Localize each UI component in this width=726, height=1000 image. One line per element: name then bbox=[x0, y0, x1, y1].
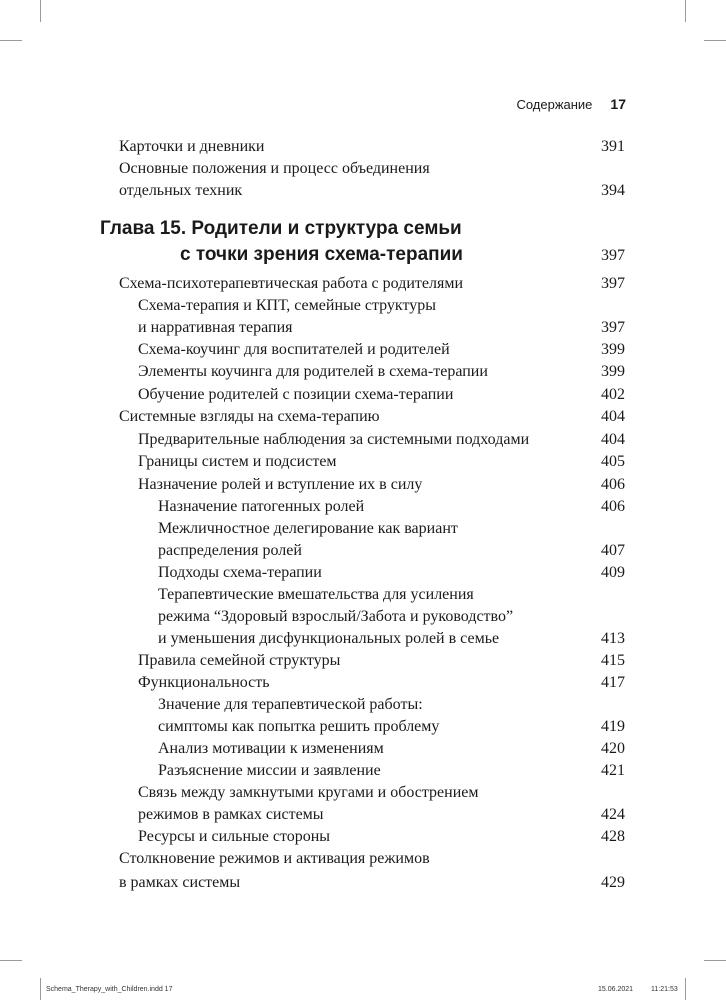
crop-mark bbox=[40, 0, 41, 22]
toc-entry bbox=[0, 872, 726, 894]
toc-entry bbox=[0, 451, 726, 473]
crop-mark bbox=[0, 960, 22, 961]
crop-mark bbox=[704, 960, 726, 961]
chapter-title-line-2: с точки зрения схема-терапии bbox=[180, 244, 463, 265]
toc-entry-text: отдельных техник bbox=[119, 182, 243, 199]
toc-entry-text: Обучение родителей с позиции схема-терапии bbox=[138, 386, 454, 403]
toc-entry-page: 428 bbox=[601, 828, 625, 845]
toc-entry-text: Основные положения и процесс объединения bbox=[119, 160, 430, 177]
toc-entry-text: Схема-психотерапевтическая работа с родителями bbox=[119, 275, 464, 292]
crop-mark bbox=[0, 40, 22, 41]
toc-entry-page: 394 bbox=[601, 182, 625, 199]
toc-entry-page: 407 bbox=[601, 542, 625, 559]
chapter-page: 397 bbox=[601, 247, 625, 264]
toc-entry-text: симптомы как попытка решить проблему bbox=[158, 718, 440, 735]
toc-entry bbox=[0, 650, 726, 672]
toc-entry-text: Правила семейной структуры bbox=[138, 652, 341, 669]
toc-entry-text: распределения ролей bbox=[158, 542, 302, 559]
toc-entry-text: Предварительные наблюдения за системными подходами bbox=[138, 431, 530, 448]
toc-entry bbox=[0, 738, 726, 760]
page-number: 17 bbox=[610, 96, 626, 112]
toc-entry-page: 413 bbox=[601, 630, 625, 647]
running-head-title: Содержание bbox=[516, 97, 593, 112]
toc-entry-page: 406 bbox=[601, 498, 625, 515]
toc-entry bbox=[0, 158, 726, 180]
toc-entry-page: 397 bbox=[601, 275, 625, 292]
toc-entry-page: 415 bbox=[601, 652, 625, 669]
toc-entry-text: Ресурсы и сильные стороны bbox=[138, 828, 331, 845]
toc-entry bbox=[0, 760, 726, 782]
slug-date: 15.06.2021 bbox=[598, 986, 634, 993]
toc-entry-text: Терапевтические вмешательства для усиления bbox=[158, 586, 474, 603]
toc-entry bbox=[0, 562, 726, 584]
toc-entry bbox=[0, 317, 726, 339]
toc-entry bbox=[0, 384, 726, 406]
toc-entry-text: Подходы схема-терапии bbox=[158, 564, 322, 581]
toc-entry bbox=[0, 782, 726, 804]
toc-entry-text: Функциональность bbox=[138, 674, 270, 691]
toc-entry bbox=[0, 136, 726, 158]
slug-filename: Schema_Therapy_with_Children.indd 17 bbox=[46, 986, 173, 993]
toc-entry bbox=[0, 826, 726, 848]
toc-entry bbox=[0, 606, 726, 628]
toc-entry-page: 399 bbox=[601, 363, 625, 380]
toc-entry bbox=[0, 672, 726, 694]
toc-entry-text: режима “Здоровый взрослый/Забота и руководство” bbox=[158, 608, 514, 625]
toc-entry-text: режимов в рамках системы bbox=[138, 806, 324, 823]
toc-entry-page: 391 bbox=[601, 138, 625, 155]
running-head bbox=[516, 96, 626, 112]
toc-entry-page: 402 bbox=[601, 386, 625, 403]
toc-entry-page: 417 bbox=[601, 674, 625, 691]
toc-entry bbox=[0, 361, 726, 383]
toc-entry-text: Карточки и дневники bbox=[119, 138, 265, 155]
toc-entry-text: Разъяснение миссии и заявление bbox=[158, 762, 381, 779]
toc-entry bbox=[0, 180, 726, 202]
toc-entry-page: 421 bbox=[601, 762, 625, 779]
toc-entry bbox=[0, 804, 726, 826]
toc-entry bbox=[0, 474, 726, 496]
toc-entry-page: 424 bbox=[601, 806, 625, 823]
toc-entry-text: Межличностное делегирование как вариант bbox=[158, 520, 458, 537]
toc-entry-text: Границы систем и подсистем bbox=[138, 453, 337, 470]
toc-entry-text: в рамках системы bbox=[119, 874, 241, 891]
toc-entry-text: Схема-коучинг для воспитателей и родителей bbox=[138, 341, 450, 358]
toc-entry-page: 419 bbox=[601, 718, 625, 735]
toc-entry-page: 404 bbox=[601, 431, 625, 448]
toc-entry-page: 429 bbox=[601, 874, 625, 891]
toc-entry-text: Значение для терапевтической работы: bbox=[158, 696, 423, 713]
toc-entry-text: Связь между замкнутыми кругами и обострением bbox=[138, 784, 479, 801]
crop-mark bbox=[685, 0, 686, 22]
toc-entry bbox=[0, 273, 726, 295]
toc-entry-text: и уменьшения дисфункциональных ролей в семье bbox=[158, 630, 500, 647]
toc-entry bbox=[0, 584, 726, 606]
toc-entry-page: 406 bbox=[601, 476, 625, 493]
toc-entry-page: 399 bbox=[601, 341, 625, 358]
toc-entry-page: 409 bbox=[601, 564, 625, 581]
toc-entry-text: Назначение патогенных ролей bbox=[158, 498, 365, 515]
toc-entry bbox=[0, 295, 726, 317]
toc-entry-page: 404 bbox=[601, 408, 625, 425]
toc-entry-text: Анализ мотивации к изменениям bbox=[158, 740, 384, 757]
toc-entry-text: Элементы коучинга для родителей в схема-терапии bbox=[138, 363, 488, 380]
toc-entry bbox=[0, 429, 726, 451]
toc-entry-page: 397 bbox=[601, 319, 625, 336]
toc-entry-text: Назначение ролей и вступление их в силу bbox=[138, 476, 423, 493]
toc-entry bbox=[0, 694, 726, 716]
chapter-title-line-1: Глава 15. Родители и структура семьи bbox=[100, 218, 462, 239]
toc-entry-text: Схема-терапия и КПТ, семейные структуры bbox=[138, 297, 437, 314]
toc-entry bbox=[0, 339, 726, 361]
toc-entry-text: и нарративная терапия bbox=[138, 319, 293, 336]
toc-entry bbox=[0, 518, 726, 540]
toc-entry bbox=[0, 406, 726, 428]
toc-entry bbox=[0, 540, 726, 562]
crop-mark bbox=[704, 40, 726, 41]
toc-entry bbox=[0, 848, 726, 870]
toc-entry-page: 420 bbox=[601, 740, 625, 757]
print-slug bbox=[0, 980, 726, 994]
toc-entry bbox=[0, 628, 726, 650]
toc-entry bbox=[0, 496, 726, 518]
toc-entry-text: Столкновение режимов и активация режимов bbox=[119, 850, 430, 867]
slug-time: 11:21:53 bbox=[651, 986, 678, 993]
toc-entry bbox=[0, 716, 726, 738]
toc-entry-page: 405 bbox=[601, 453, 625, 470]
toc-entry-text: Системные взгляды на схема-терапию bbox=[119, 408, 380, 425]
